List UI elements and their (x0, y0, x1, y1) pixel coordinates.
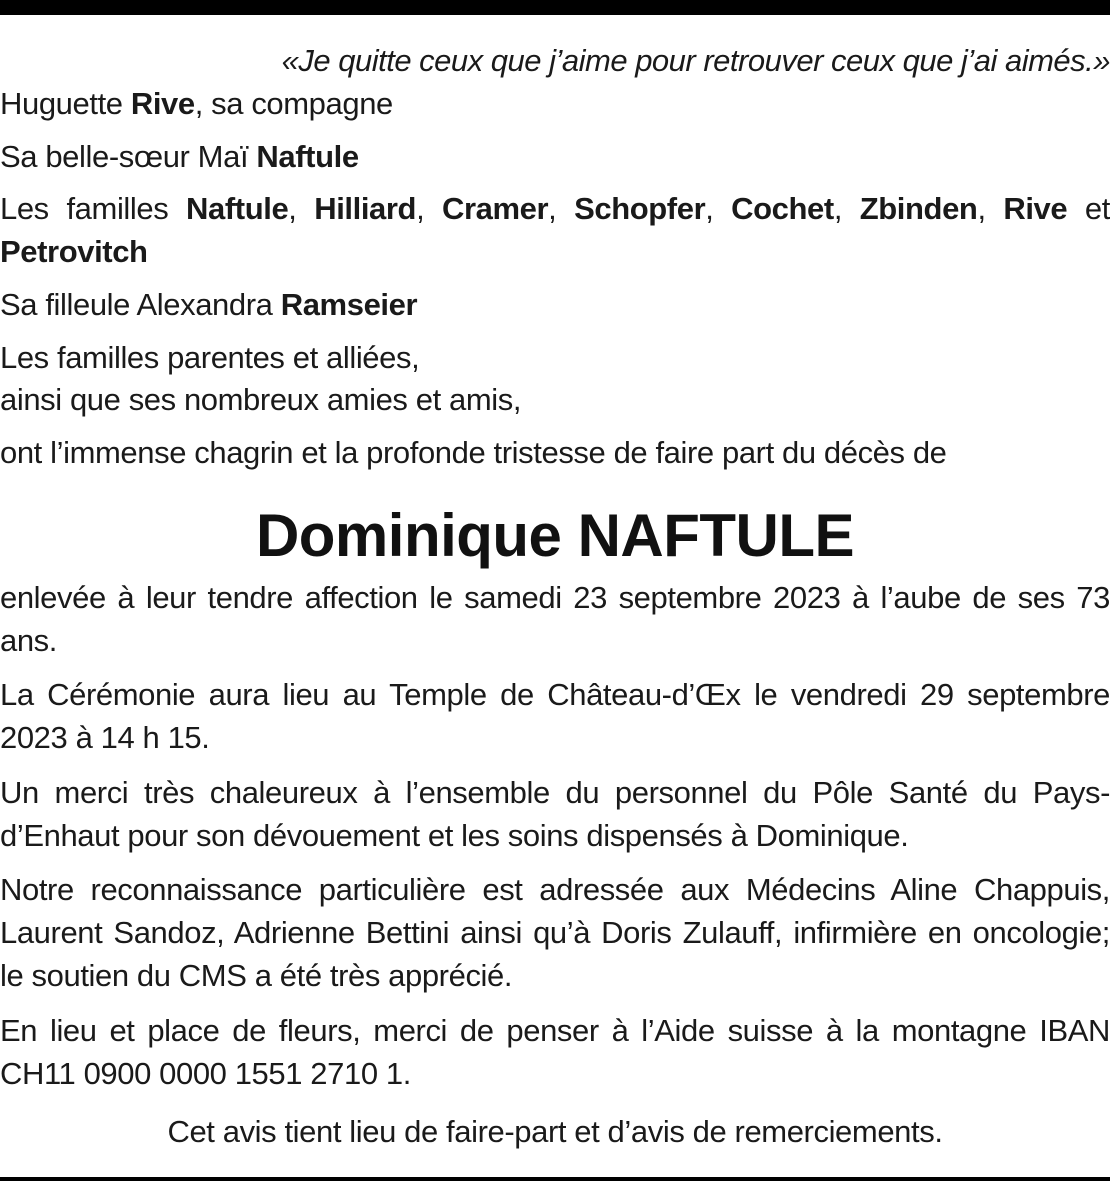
deceased-name: Dominique NAFTULE (255, 501, 855, 569)
obituary-notice (0, 40, 1110, 1154)
mourner-given-name: Sa filleule Alexandra (0, 286, 281, 322)
family-name: Cochet (731, 191, 834, 227)
family-name: Schopfer (574, 191, 706, 227)
mourner-relation: , sa compagne (194, 85, 393, 121)
family-name: Hilliard (314, 191, 417, 227)
mourner-line-relatives (0, 337, 1110, 423)
mourner-given-name: Sa belle-sœur Maï (0, 138, 257, 174)
mourner-line-companion (0, 83, 1110, 126)
passing-paragraph: enlevée à leur tendre affection le samedi 23 septembre 2023 à l’aube de ses 73 ans. (0, 579, 1110, 658)
epigraph-quote: «Je quitte ceux que j’aime pour retrouver ceux que j’ai aimés.» (281, 43, 1110, 78)
family-name: Rive (1003, 191, 1068, 227)
mourner-family-name: Rive (130, 85, 195, 121)
thanks-doctors-paragraph: Notre reconnaissance particulière est adressée aux Médecins Aline Chappuis, Laurent Sandoz, Adrienne Bettini ainsi qu’à Doris Zulauff, infirmière en oncologie; le soutien du CMS a été très apprécié. (0, 872, 1110, 994)
friends-text: ainsi que ses nombreux amies et amis, (0, 382, 522, 418)
ceremony-paragraph: La Cérémonie aura lieu au Temple de Château-d’Œx le vendredi 29 septembre 2023 à 14 h 15. (0, 677, 1110, 756)
top-border-rule (0, 0, 1110, 15)
mourner-line-families: Les familles Naftule, Hilliard, Cramer, Schopfer, Cochet, Zbinden, Rive et Petrovitch (0, 191, 1110, 270)
family-name: Petrovitch (0, 234, 148, 270)
mourner-family-name: Ramseier (280, 286, 418, 322)
family-name: Naftule (186, 191, 289, 227)
relatives-text: Les familles parentes et alliées, (0, 339, 420, 375)
mourner-line-goddaughter (0, 284, 1110, 327)
donation-paragraph: En lieu et place de fleurs, merci de penser à l’Aide suisse à la montagne IBAN CH11 0900 0000 1551 2710 1. (0, 1012, 1110, 1091)
mourner-given-name: Huguette (0, 85, 131, 121)
thanks-staff-paragraph: Un merci très chaleureux à l’ensemble du personnel du Pôle Santé du Pays-d’Enhaut pour son dévouement et les soins dispensés à Dominique. (0, 774, 1110, 853)
mourner-line-sister-in-law (0, 136, 1110, 179)
family-name: Cramer (442, 191, 549, 227)
families-conjunction: et (1067, 191, 1110, 227)
bottom-border-rule (0, 1177, 1110, 1181)
family-name: Zbinden (859, 191, 978, 227)
closing-note: Cet avis tient lieu de faire-part et d’avis de remerciements. (167, 1114, 943, 1150)
families-intro: Les familles (0, 191, 187, 227)
mourner-family-name: Naftule (256, 138, 359, 174)
announcement-text: ont l’immense chagrin et la profonde tristesse de faire part du décès de (0, 435, 947, 471)
